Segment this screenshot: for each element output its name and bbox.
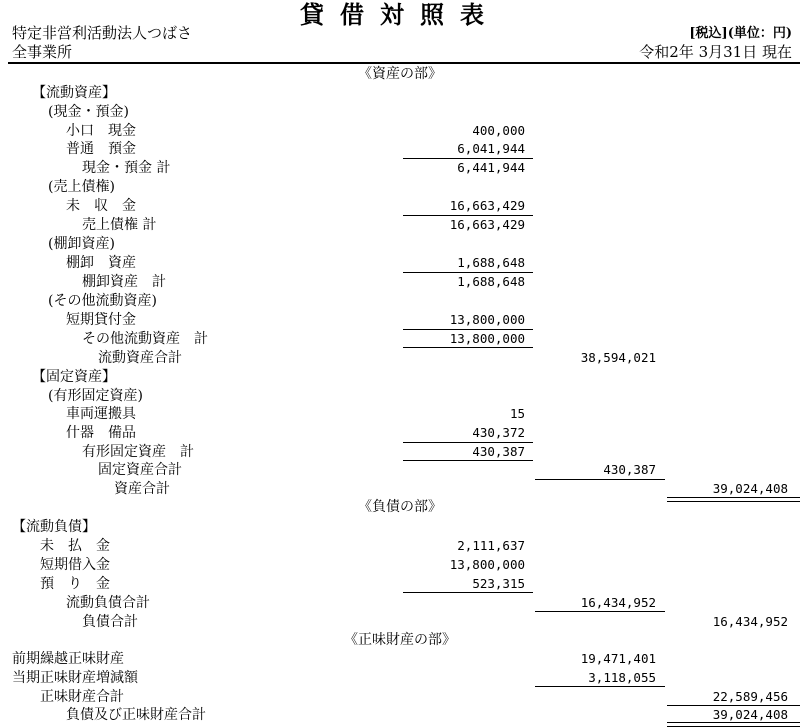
fixed-assets-header: 【固定資産】 [32,369,116,385]
accrued-value: 16,663,429 [449,198,525,213]
tax-unit-note: [税込](単位：円) [689,26,792,41]
other-current-total-value: 13,800,000 [449,331,525,346]
report-date: 令和2年 3月31日 現在 [639,43,792,61]
subtotal-rule [535,611,665,612]
fixtures-value: 430,372 [472,425,525,440]
petty-cash-label: 小口 現金 [66,123,136,139]
deposits-value: 523,315 [472,576,525,591]
net-assets-change-value: 3,118,055 [588,670,656,685]
fixtures-label: 什器 備品 [66,425,136,441]
short-borrow-value: 13,800,000 [449,557,525,572]
cash-total-label: 現金・預金 計 [82,160,171,176]
header-divider [8,62,800,64]
ordinary-deposit-value: 6,041,944 [457,141,525,156]
vehicles-label: 車両運搬具 [66,406,136,422]
assets-total-label: 資産合計 [114,481,170,497]
subtotal-rule [403,592,533,593]
receivables-total-label: 売上債権 計 [82,217,157,233]
tangible-header: (有形固定資産) [48,388,143,404]
cash-total-value: 6,441,944 [457,160,525,175]
liabilities-total-label: 負債合計 [82,614,138,630]
subtotal-rule [403,347,533,348]
grand-total-label: 負債及び正味財産合計 [66,707,206,723]
accounts-payable-label: 未 払 金 [40,538,110,554]
liabilities-total-value: 16,434,952 [712,614,788,629]
fixed-assets-total-label: 固定資産合計 [98,462,182,478]
inventory-total-value: 1,688,648 [457,274,525,289]
page-title: 貸借対照表 [300,0,500,29]
section-net-assets: 《正味財産の部》 [344,632,456,648]
inventory-total-label: 棚卸資産 計 [82,274,166,290]
net-assets-total-label: 正味財産合計 [40,689,124,705]
petty-cash-value: 400,000 [472,123,525,138]
double-rule [667,722,800,727]
other-current-total-label: その他流動資産 計 [82,331,208,347]
inventory-value: 1,688,648 [457,255,525,270]
current-assets-header: 【流動資産】 [32,85,116,101]
prior-net-assets-label: 前期繰越正味財産 [12,651,124,667]
subtotal-rule [535,479,665,480]
assets-total-value: 39,024,408 [712,481,788,496]
short-loan-label: 短期貸付金 [66,312,136,328]
inventory-header: (棚卸資産) [48,236,115,252]
current-assets-total-label: 流動資産合計 [98,350,182,366]
tangible-total-label: 有形固定資産 計 [82,444,194,460]
accrued-label: 未 収 金 [66,198,136,214]
net-assets-change-label: 当期正味財産増減額 [12,670,138,686]
net-assets-total-value: 22,589,456 [712,689,788,704]
current-liabilities-total-label: 流動負債合計 [66,595,150,611]
short-borrow-label: 短期借入金 [40,557,110,573]
receivables-total-value: 16,663,429 [449,217,525,232]
other-current-header: (その他流動資産) [48,293,157,309]
section-liabilities: 《負債の部》 [358,499,442,515]
tangible-total-value: 430,387 [472,444,525,459]
grand-total-value: 39,024,408 [712,707,788,722]
short-loan-value: 13,800,000 [449,312,525,327]
department-name: 全事業所 [12,43,73,61]
organization-name: 特定非営利活動法人つばさ [12,24,193,42]
fixed-assets-total-value: 430,387 [603,462,656,477]
cash-header: (現金・預金) [48,104,129,120]
ordinary-deposit-label: 普通 預金 [66,141,136,157]
accounts-payable-value: 2,111,637 [457,538,525,553]
current-liabilities-header: 【流動負債】 [12,519,96,535]
receivables-header: (売上債権) [48,179,115,195]
subtotal-rule [403,460,533,461]
section-assets: 《資産の部》 [358,66,442,82]
current-assets-total-value: 38,594,021 [580,350,656,365]
vehicles-value: 15 [509,406,525,421]
subtotal-rule [535,686,665,687]
deposits-label: 預 り 金 [40,576,110,592]
prior-net-assets-value: 19,471,401 [580,651,656,666]
inventory-label: 棚卸 資産 [66,255,136,271]
current-liabilities-total-value: 16,434,952 [580,595,656,610]
